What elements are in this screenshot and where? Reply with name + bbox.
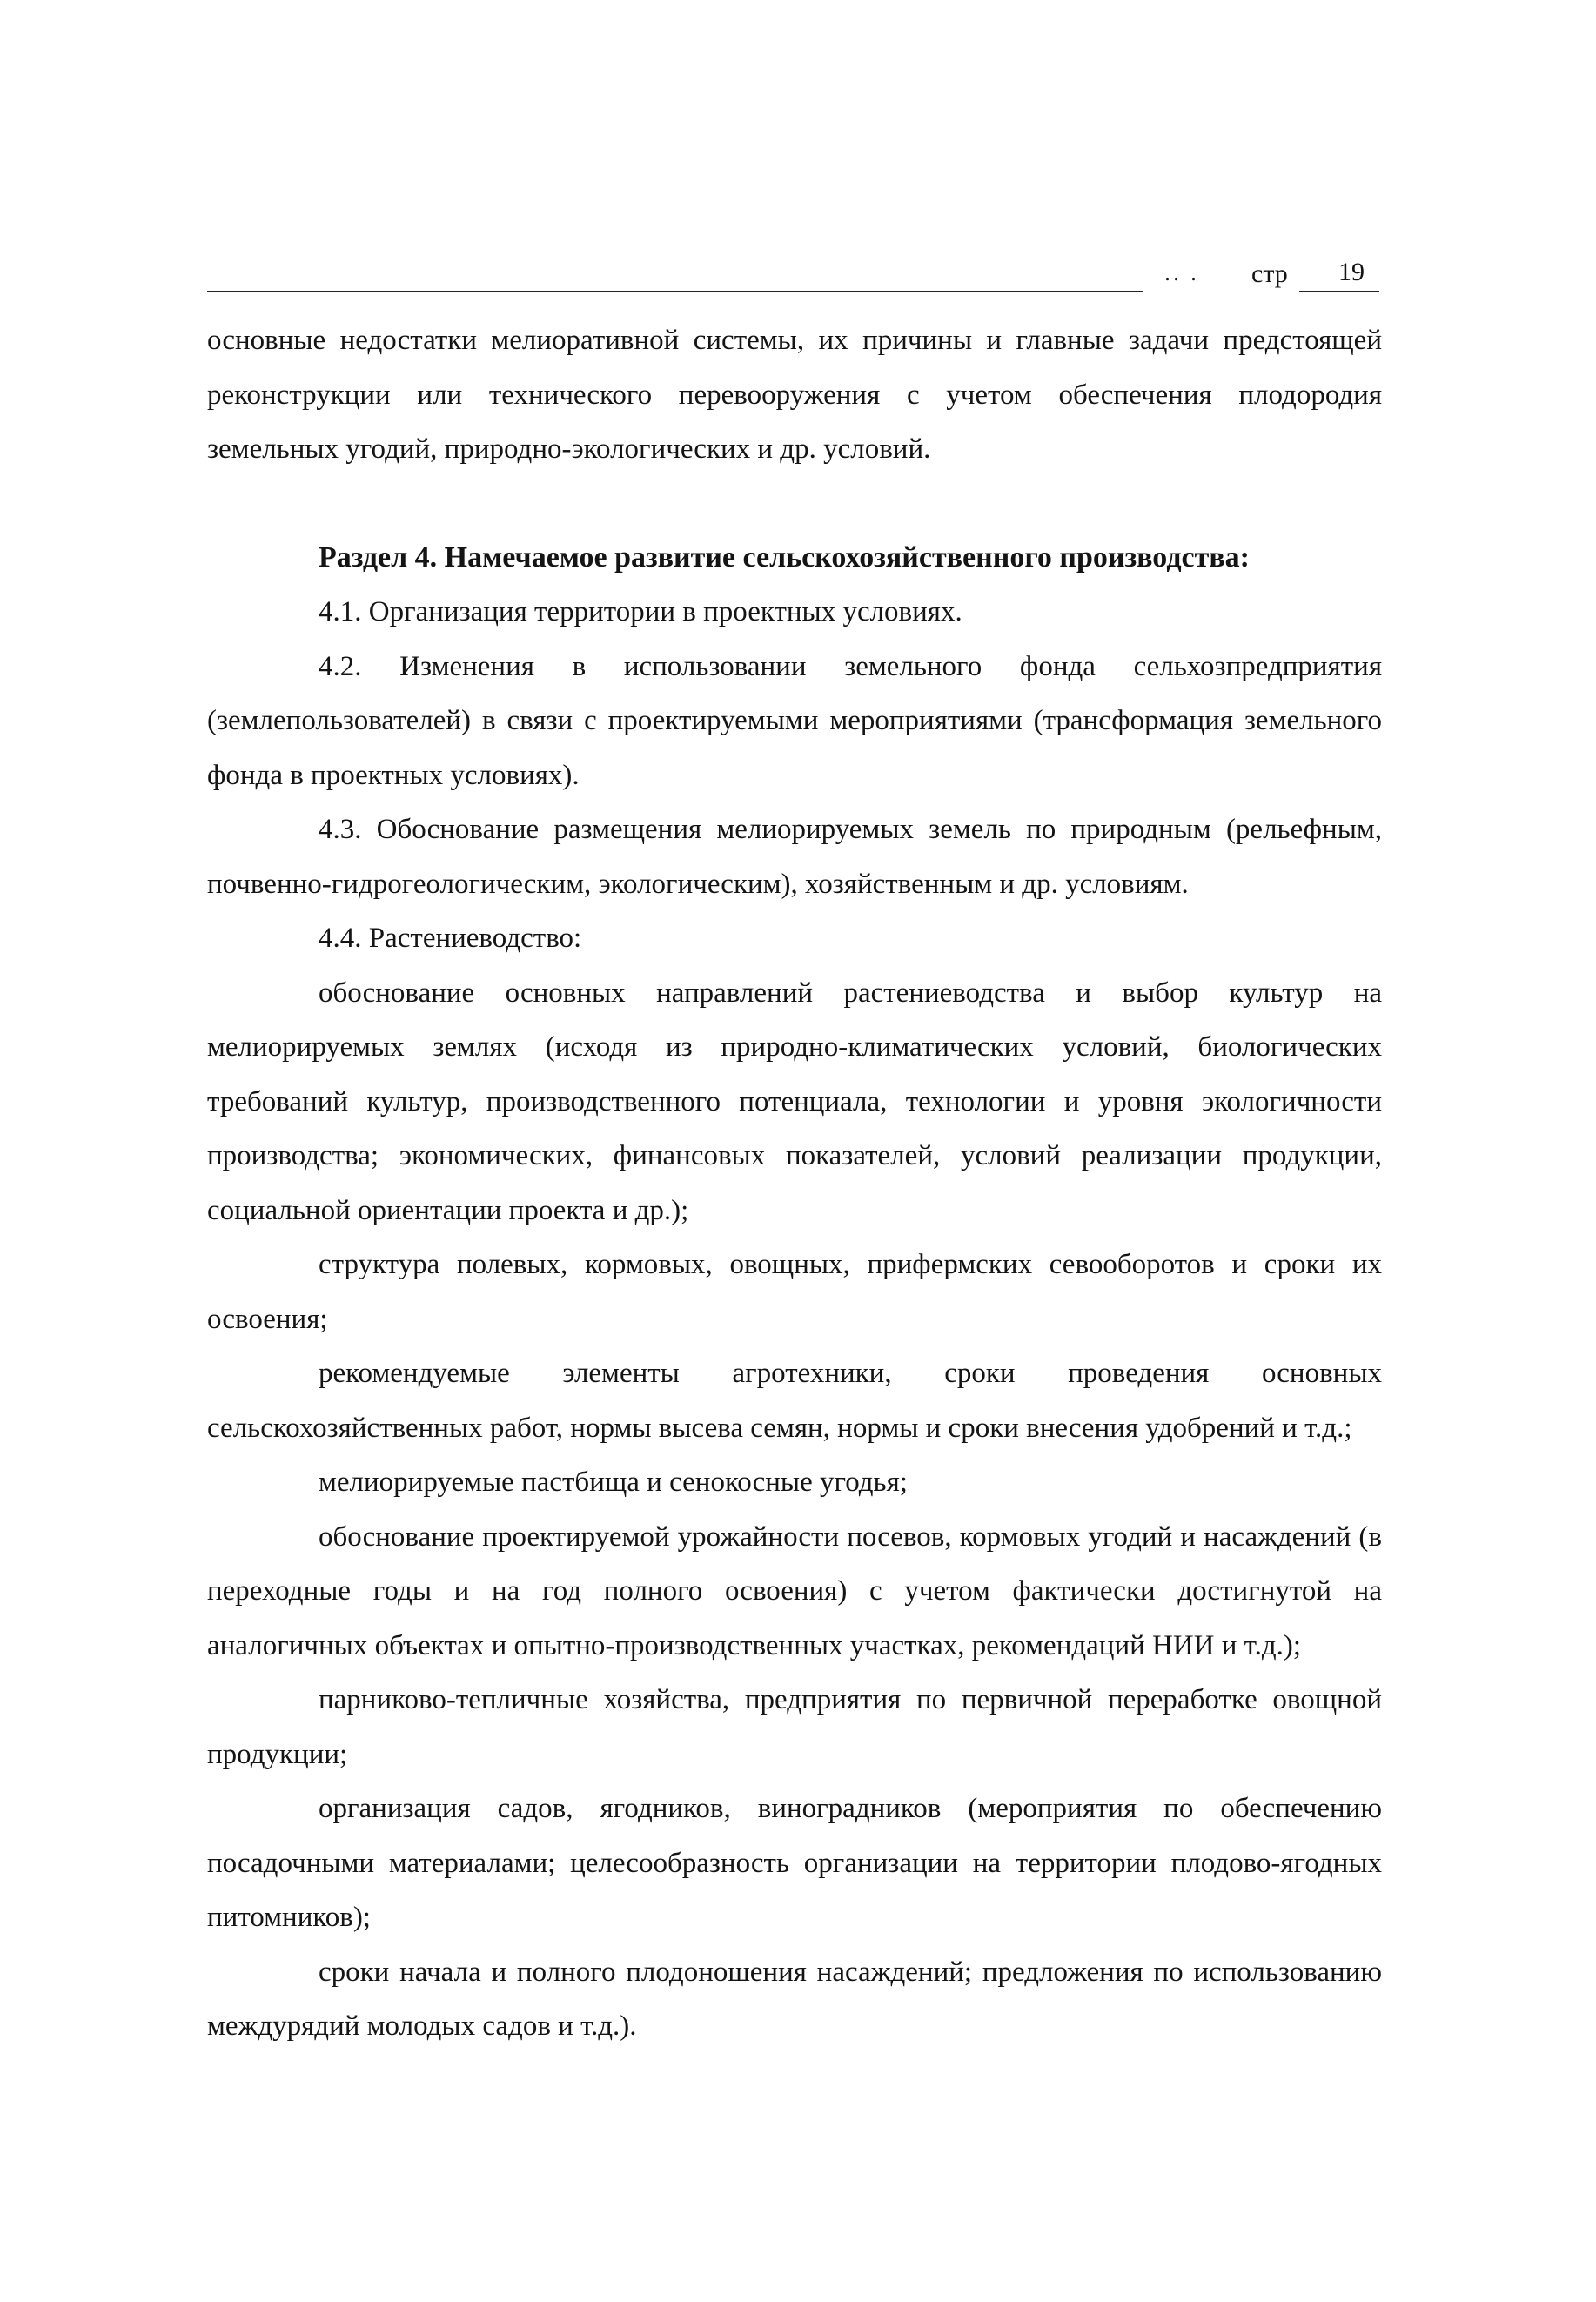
page-label: стр (1251, 259, 1288, 288)
subitem-greenhouses: парниково-тепличные хозяйства, предприятия по первичной переработке овощной продукции; (207, 1684, 1382, 1770)
paragraph-gap (207, 477, 1382, 531)
page-number: 19 (1338, 258, 1365, 286)
item-4-2: 4.2. Изменения в использовании земельного фонда сельхозпредприятия (землепользователей) в связи с проектируемыми мероприятиями (трансформация земельного фонда в проектных условиях). (207, 650, 1382, 791)
subitem-pastures: мелиорируемые пастбища и сенокосные угодья; (319, 1466, 908, 1498)
subitem-agrotechnics: рекомендуемые элементы агротехники, сроки проведения основных сельскохозяйственных работ, нормы высева семян, нормы и сроки внесения удобрений и т.д.; (207, 1358, 1382, 1444)
subitem-crop-directions: обоснование основных направлений растениеводства и выбор культур на мелиорируемых землях (исходя из природно-климатических условий, биологических требований культур, производственного потенциала, технологии и уровня экологичности производства; экономических, финансовых показателей, условий реализации продукции, социальной ориентации проекта и др.); (207, 977, 1382, 1226)
subitem-yield: обоснование проектируемой урожайности посевов, кормовых угодий и насаждений (в переходные годы и на год полного освоения) с учетом фактически достигнутой на аналогичных объектах и опытно-производственных участках, рекомендаций НИИ и т.д.); (207, 1520, 1382, 1661)
item-4-4: 4.4. Растениеводство: (319, 923, 582, 954)
section-heading: Раздел 4. Намечаемое развитие сельскохозяйственного производства: (319, 540, 1250, 574)
subitem-crop-rotation: структура полевых, кормовых, овощных, прифермских севооборотов и сроки их освоения; (207, 1249, 1382, 1335)
page-number-rule (1299, 291, 1379, 292)
header-dots: .. . (1164, 259, 1199, 286)
item-4-3: 4.3. Обоснование размещения мелиорируемых земель по природным (рельефным, почвенно-гидрогеологическим, экологическим), хозяйственным и др. условиям. (207, 814, 1382, 900)
item-4-1: 4.1. Организация территории в проектных условиях. (319, 596, 962, 628)
subitem-fruiting: сроки начала и полного плодоношения насаждений; предложения по использованию междурядий молодых садов и т.д.). (207, 1956, 1382, 2042)
subitem-orchards: организация садов, ягодников, виноградников (мероприятия по обеспечению посадочными материалами; целесообразность организации на территории плодово-ягодных питомников); (207, 1793, 1382, 1933)
header-rule (207, 291, 1143, 292)
intro-paragraph: основные недостатки мелиоративной системы, их причины и главные задачи предстоящей реконструкции или технического перевооружения с учетом обеспечения плодородия земельных угодий, природно-экологических и др. условий. (207, 325, 1382, 465)
page-header (207, 258, 1382, 298)
document-body (207, 313, 1382, 2054)
